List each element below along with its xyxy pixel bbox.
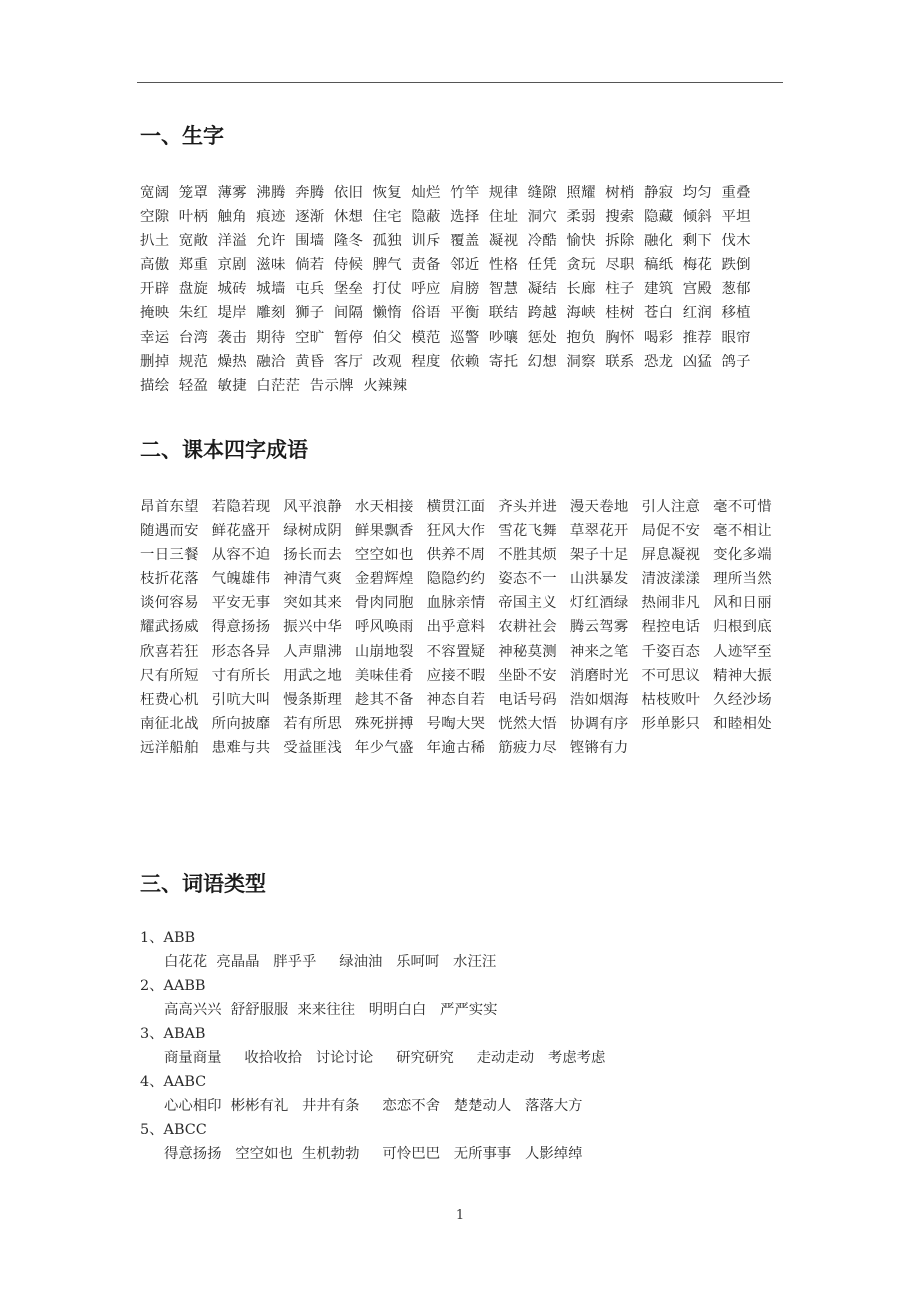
word-item: 精神大振 [713, 667, 772, 684]
word-item: 葱郁 [721, 281, 751, 298]
word-item: 城砖 [217, 281, 247, 298]
word-item: 缝隙 [527, 185, 558, 201]
word-item: 轻盈 [178, 377, 209, 394]
section-title: 一、生字 [140, 124, 224, 148]
word-item: 引人注意 [641, 499, 701, 515]
word-item: 局促不安 [641, 523, 701, 540]
word-item: 拆除 [605, 233, 635, 250]
word-item: 住宅 [372, 209, 402, 226]
word-item: 鲜花盛开 [211, 523, 271, 540]
word-item: 不容置疑 [426, 643, 486, 660]
word-item: 铿锵有力 [569, 739, 629, 756]
word-item: 郑重 [178, 257, 209, 274]
word-item: 选择 [450, 209, 480, 226]
word-item: 吵嚷 [488, 329, 519, 346]
word-item: 金碧辉煌 [354, 571, 414, 588]
word-item: 伯父 [372, 329, 402, 346]
word-item: 山洪暴发 [569, 571, 629, 588]
word-item: 融化 [643, 233, 674, 250]
word-item: 草翠花开 [569, 523, 629, 540]
word-item: 伐木 [721, 233, 751, 250]
word-item: 跌倒 [721, 257, 751, 274]
word-item: 俗语 [411, 305, 441, 322]
word-item: 任凭 [527, 257, 558, 274]
word-item: 殊死拼搏 [354, 715, 414, 732]
word-item: 远洋船舶 [140, 739, 199, 756]
word-item: 休想 [333, 209, 364, 226]
word-item: 筋疲力尽 [498, 739, 557, 756]
header-rule [137, 82, 783, 83]
word-item: 京剧 [217, 257, 247, 274]
word-type-examples: 高高兴兴 舒舒服服 来来往往 明明白白 严严实实 [164, 1002, 498, 1018]
word-item: 一日三餐 [140, 547, 199, 564]
word-item: 柱子 [605, 281, 635, 298]
word-item: 台湾 [178, 329, 209, 346]
word-item: 柔弱 [566, 209, 596, 226]
word-item: 孤独 [372, 233, 402, 250]
word-item: 号啕大哭 [426, 715, 486, 732]
word-item: 依赖 [450, 353, 480, 370]
word-item: 灯红酒绿 [569, 595, 629, 612]
word-item: 训斥 [411, 233, 441, 250]
section-title: 三、词语类型 [140, 872, 266, 896]
word-item: 住址 [488, 209, 519, 226]
word-item: 变化多端 [713, 547, 772, 564]
word-item: 隐蔽 [411, 209, 441, 226]
word-item: 洞察 [566, 353, 596, 370]
word-item: 盘旋 [178, 281, 209, 298]
word-item: 肩膀 [450, 281, 480, 298]
word-type-list [140, 926, 790, 1166]
word-item: 枉费心机 [140, 691, 199, 708]
word-type-label: 1、ABB [140, 930, 196, 946]
word-item: 齐头并进 [498, 499, 557, 515]
word-item: 稿纸 [643, 257, 674, 274]
word-item: 坐卧不安 [498, 667, 557, 684]
word-item: 屏息凝视 [641, 547, 701, 564]
word-item: 规律 [488, 185, 519, 201]
word-item: 朱红 [178, 305, 209, 322]
word-item: 凶猛 [682, 353, 713, 370]
word-item: 慢条斯理 [283, 691, 343, 708]
word-item: 得意扬扬 [211, 619, 271, 636]
word-item: 平衡 [450, 305, 480, 322]
word-item: 惩处 [527, 329, 558, 346]
word-item: 喝彩 [643, 329, 674, 346]
word-item: 空隙 [140, 209, 170, 226]
word-item: 久经沙场 [713, 691, 772, 708]
word-item: 洋溢 [217, 233, 247, 250]
word-item: 融洽 [256, 353, 286, 370]
word-item: 振兴中华 [283, 619, 343, 636]
word-item: 改观 [372, 353, 402, 370]
word-type-label: 4、AABC [140, 1074, 207, 1090]
word-item: 狂风大作 [426, 523, 486, 540]
word-item: 规范 [178, 353, 209, 370]
word-type-examples: 得意扬扬 空空如也 生机勃勃 可怜巴巴 无所事事 人影绰绰 [164, 1146, 583, 1162]
word-item: 供养不周 [426, 547, 486, 564]
word-item: 开辟 [140, 281, 170, 298]
word-item: 黄昏 [295, 353, 325, 370]
word-item: 形单影只 [641, 715, 701, 732]
word-item: 树梢 [605, 185, 635, 201]
word-item: 幸运 [140, 329, 170, 346]
word-item: 告示牌 [309, 377, 354, 394]
word-item: 火辣辣 [363, 377, 408, 394]
word-item: 隆冬 [333, 233, 364, 250]
word-item: 客厅 [333, 353, 364, 370]
word-item: 覆盖 [450, 233, 480, 250]
word-item: 寸有所长 [211, 667, 271, 684]
word-item: 腾云驾雾 [569, 619, 629, 636]
word-item: 薄雾 [217, 185, 247, 201]
word-item: 程控电话 [641, 619, 701, 636]
word-item: 空空如也 [354, 547, 414, 564]
word-item: 白茫茫 [256, 377, 301, 394]
word-item: 均匀 [682, 185, 713, 201]
word-list [140, 181, 790, 398]
word-type-examples: 心心相印 彬彬有礼 井井有条 恋恋不舍 楚楚动人 落落大方 [164, 1098, 583, 1114]
word-item: 堡垒 [333, 281, 364, 298]
word-item: 倘若 [295, 257, 325, 274]
word-item: 联系 [605, 353, 635, 370]
word-item: 欣喜若狂 [140, 643, 199, 660]
word-item: 受益匪浅 [283, 739, 343, 756]
word-item: 若隐若现 [211, 499, 271, 515]
word-item: 农耕社会 [498, 619, 557, 636]
word-item: 从容不迫 [211, 547, 271, 564]
word-item: 气魄雄伟 [211, 571, 271, 588]
word-item: 屯兵 [295, 281, 325, 298]
word-item: 尺有所短 [140, 667, 199, 684]
word-item: 删掉 [140, 353, 170, 370]
word-item: 浩如烟海 [569, 691, 629, 708]
word-item: 漫天卷地 [569, 499, 629, 515]
word-item: 平坦 [721, 209, 751, 226]
word-type-group [140, 974, 790, 1022]
word-item: 苍白 [643, 305, 674, 322]
word-item: 耀武扬威 [140, 619, 199, 636]
word-item: 长廊 [566, 281, 596, 298]
word-item: 静寂 [643, 185, 674, 201]
word-item: 和睦相处 [713, 715, 772, 732]
word-item: 雕刻 [256, 305, 286, 322]
word-item: 恢复 [372, 185, 402, 201]
word-item: 沸腾 [256, 185, 286, 201]
word-item: 神来之笔 [569, 643, 629, 660]
word-item: 巡警 [450, 329, 480, 346]
word-item: 呼应 [411, 281, 441, 298]
word-item: 堤岸 [217, 305, 247, 322]
word-item: 愉快 [566, 233, 596, 250]
word-item: 搜索 [605, 209, 635, 226]
word-item: 帝国主义 [498, 595, 557, 612]
word-item: 隐藏 [643, 209, 674, 226]
word-item: 跨越 [527, 305, 558, 322]
word-item: 贪玩 [566, 257, 596, 274]
word-item: 桂树 [605, 305, 635, 322]
word-item: 突如其来 [283, 595, 343, 612]
word-item: 谈何容易 [140, 595, 199, 612]
word-item: 联结 [488, 305, 519, 322]
word-item: 重叠 [721, 185, 751, 201]
word-item: 逐渐 [295, 209, 325, 226]
word-item: 平安无事 [211, 595, 271, 612]
word-item: 邻近 [450, 257, 480, 274]
word-item: 推荐 [682, 329, 713, 346]
word-item: 消磨时光 [569, 667, 629, 684]
word-item: 年少气盛 [354, 739, 414, 756]
word-item: 宽阔 [140, 185, 170, 201]
word-item: 触角 [217, 209, 247, 226]
word-item: 水天相接 [354, 499, 414, 515]
word-item: 神清气爽 [283, 571, 343, 588]
word-item: 骨肉同胞 [354, 595, 414, 612]
word-item: 毫不相让 [713, 523, 772, 540]
word-item: 扬长而去 [283, 547, 343, 564]
word-type-group [140, 1118, 790, 1166]
word-item: 凝结 [527, 281, 558, 298]
word-item: 人迹罕至 [713, 643, 772, 660]
section-new-characters [140, 122, 790, 398]
word-item: 昂首东望 [140, 499, 199, 515]
word-item: 枯枝败叶 [641, 691, 701, 708]
word-item: 热闹非凡 [641, 595, 701, 612]
word-item: 红润 [682, 305, 713, 322]
word-type-examples: 白花花 亮晶晶 胖乎乎 绿油油 乐呵呵 水汪汪 [164, 954, 497, 970]
word-item: 南征北战 [140, 715, 199, 732]
word-item: 不可思议 [641, 667, 701, 684]
word-item: 冷酷 [527, 233, 558, 250]
word-item: 电话号码 [498, 691, 557, 708]
word-type-examples: 商量商量 收拾收拾 讨论讨论 研究研究 走动走动 考虑考虑 [164, 1050, 606, 1066]
word-item: 血脉亲情 [426, 595, 486, 612]
word-item: 扒土 [140, 233, 170, 250]
word-item: 空旷 [295, 329, 325, 346]
word-item: 性格 [488, 257, 519, 274]
word-item: 脾气 [372, 257, 402, 274]
word-item: 打仗 [372, 281, 402, 298]
word-item: 模范 [411, 329, 441, 346]
word-item: 随遇而安 [140, 523, 199, 540]
word-type-label: 3、ABAB [140, 1026, 206, 1042]
word-item: 照耀 [566, 185, 596, 201]
page-number: 1 [455, 1208, 465, 1223]
word-item: 山崩地裂 [354, 643, 414, 660]
word-item: 姿态不一 [498, 571, 557, 588]
word-item: 幻想 [527, 353, 558, 370]
word-item: 患难与共 [211, 739, 271, 756]
word-item: 灿烂 [411, 185, 441, 201]
word-item: 形态各异 [211, 643, 271, 660]
word-item: 允许 [256, 233, 286, 250]
word-item: 鸽子 [721, 353, 751, 370]
word-item: 燥热 [217, 353, 247, 370]
word-item: 洞穴 [527, 209, 558, 226]
word-item: 风平浪静 [283, 499, 343, 515]
word-item: 抱负 [566, 329, 596, 346]
word-item: 叶柄 [178, 209, 209, 226]
word-item: 责备 [411, 257, 441, 274]
word-item: 袭击 [217, 329, 247, 346]
word-item: 恐龙 [643, 353, 674, 370]
word-item: 枝折花落 [140, 571, 199, 588]
word-item: 狮子 [295, 305, 325, 322]
word-item: 出乎意料 [426, 619, 486, 636]
word-item: 痕迹 [256, 209, 286, 226]
word-item: 不胜其烦 [498, 547, 557, 564]
word-item: 千姿百态 [641, 643, 701, 660]
word-item: 年逾古稀 [426, 739, 486, 756]
word-item: 隐隐约约 [426, 571, 486, 588]
word-item: 风和日丽 [713, 595, 772, 612]
word-item: 间隔 [333, 305, 364, 322]
word-item: 协调有序 [569, 715, 629, 732]
word-item: 用武之地 [283, 667, 343, 684]
word-item: 依旧 [333, 185, 364, 201]
word-item: 归根到底 [713, 619, 772, 636]
word-item: 清波漾漾 [641, 571, 701, 588]
word-item: 胸怀 [605, 329, 635, 346]
word-item: 架子十足 [569, 547, 629, 564]
section-word-types [140, 870, 790, 1166]
word-item: 暂停 [333, 329, 364, 346]
word-item: 城墙 [256, 281, 286, 298]
word-item: 围墙 [295, 233, 325, 250]
word-item: 竹竿 [450, 185, 480, 201]
word-item: 滋味 [256, 257, 286, 274]
word-item: 海峡 [566, 305, 596, 322]
word-item: 眼帘 [721, 329, 751, 346]
word-item: 美味佳肴 [354, 667, 414, 684]
word-type-group [140, 926, 790, 974]
word-item: 横贯江面 [426, 499, 486, 515]
word-type-label: 5、ABCC [140, 1122, 207, 1138]
word-item: 鲜果飘香 [354, 523, 414, 540]
word-item: 应接不暇 [426, 667, 486, 684]
word-item: 趁其不备 [354, 691, 414, 708]
word-item: 理所当然 [713, 571, 772, 588]
word-item: 高傲 [140, 257, 170, 274]
word-item: 恍然大悟 [498, 715, 557, 732]
word-item: 程度 [411, 353, 441, 370]
word-item: 梅花 [682, 257, 713, 274]
word-item: 呼风唤雨 [354, 619, 414, 636]
word-item: 神秘莫测 [498, 643, 557, 660]
word-item: 雪花飞舞 [498, 523, 557, 540]
word-item: 尽职 [605, 257, 635, 274]
word-item: 懒惰 [372, 305, 402, 322]
word-item: 若有所思 [283, 715, 343, 732]
word-item: 移植 [721, 305, 751, 322]
word-item: 所向披靡 [211, 715, 271, 732]
word-type-group [140, 1022, 790, 1070]
word-item: 人声鼎沸 [283, 643, 343, 660]
word-item: 掩映 [140, 305, 170, 322]
word-item: 神态自若 [426, 691, 486, 708]
word-item: 宫殿 [682, 281, 713, 298]
word-item: 描绘 [140, 377, 170, 394]
word-item: 剩下 [682, 233, 713, 250]
word-item: 建筑 [643, 281, 674, 298]
word-item: 引吭大叫 [211, 691, 271, 708]
word-item: 寄托 [488, 353, 519, 370]
word-item: 敏捷 [217, 377, 247, 394]
section-idioms [140, 436, 790, 760]
word-item: 笼罩 [178, 185, 209, 201]
word-type-group [140, 1070, 790, 1118]
word-type-label: 2、AABB [140, 978, 206, 994]
word-item: 侍候 [333, 257, 364, 274]
word-item: 宽敞 [178, 233, 209, 250]
word-item: 期待 [256, 329, 286, 346]
word-item: 绿树成阴 [283, 523, 343, 540]
word-item: 倾斜 [682, 209, 713, 226]
word-item: 奔腾 [295, 185, 325, 201]
idiom-list [140, 495, 790, 760]
word-item: 智慧 [488, 281, 519, 298]
word-item: 毫不可惜 [713, 499, 772, 515]
section-title: 二、课本四字成语 [140, 438, 308, 462]
word-item: 凝视 [488, 233, 519, 250]
